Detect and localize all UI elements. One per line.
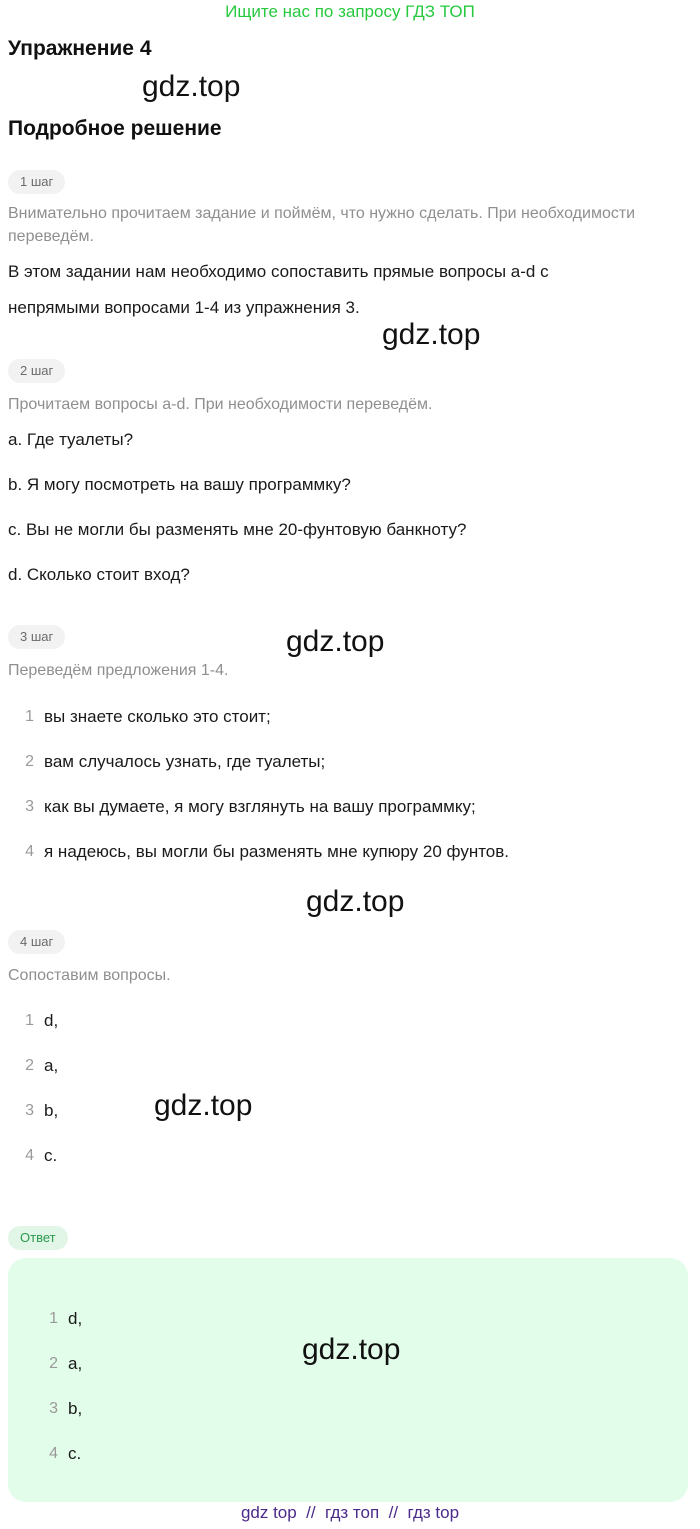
exercise-title: Упражнение 4 xyxy=(8,37,152,60)
list-item: a, xyxy=(44,1056,59,1075)
watermark: gdz.top xyxy=(286,625,385,658)
step-text-line: В этом задании нам необходимо сопоставить прямые вопросы a-d с xyxy=(8,262,549,281)
answer-number: 4 xyxy=(49,1445,58,1462)
answer-number: 3 xyxy=(49,1400,58,1417)
answer-box xyxy=(8,1258,688,1502)
answer-item: d, xyxy=(68,1309,83,1328)
list-number: 2 xyxy=(25,753,34,770)
watermark: gdz.top xyxy=(154,1089,253,1122)
answer-item: b, xyxy=(68,1399,83,1418)
step-hint: Сопоставим вопросы. xyxy=(8,967,171,984)
list-item: я надеюсь, вы могли бы разменять мне купюру 20 фунтов. xyxy=(44,842,510,861)
list-number: 2 xyxy=(25,1057,34,1074)
step-text-line: непрямыми вопросами 1-4 из упражнения 3. xyxy=(8,298,360,317)
answer-item: c. xyxy=(68,1444,82,1463)
step-badge: 3 шаг xyxy=(8,625,65,649)
list-number: 4 xyxy=(25,1147,34,1164)
list-item: вы знаете сколько это стоит; xyxy=(44,707,271,726)
watermark: gdz.top xyxy=(142,70,241,103)
list-item: b, xyxy=(44,1101,59,1120)
step-badge: 4 шаг xyxy=(8,930,65,954)
footer-text[interactable]: gdz top // гдз топ // гдз top xyxy=(240,1503,460,1522)
watermark: gdz.top xyxy=(382,318,481,351)
promo-banner: Ищите нас по запросу ГДЗ ТОП xyxy=(225,2,475,21)
step-badge: 1 шаг xyxy=(8,170,65,194)
list-number: 3 xyxy=(25,1102,34,1119)
list-number: 4 xyxy=(25,843,34,860)
list-item: как вы думаете, я могу взглянуть на вашу программку; xyxy=(44,797,476,816)
question-line: c. Вы не могли бы разменять мне 20-фунтовую банкноту? xyxy=(8,520,467,539)
list-item: вам случалось узнать, где туалеты; xyxy=(44,752,326,771)
list-number: 3 xyxy=(25,798,34,815)
question-line: d. Сколько стоит вход? xyxy=(8,565,190,584)
step-hint: Внимательно прочитаем задание и поймём, что нужно сделать. При необходимости переведём. xyxy=(8,205,636,245)
list-item: c. xyxy=(44,1146,58,1165)
answer-number: 2 xyxy=(49,1355,58,1372)
question-line: b. Я могу посмотреть на вашу программку? xyxy=(8,475,351,494)
list-item: d, xyxy=(44,1011,59,1030)
question-line: a. Где туалеты? xyxy=(8,430,134,449)
answer-badge: Ответ xyxy=(8,1226,68,1250)
answer-item: a, xyxy=(68,1354,83,1373)
watermark: gdz.top xyxy=(306,885,405,918)
list-number: 1 xyxy=(25,708,34,725)
answer-number: 1 xyxy=(49,1310,58,1327)
footer-links xyxy=(0,1503,700,1523)
step-badge: 2 шаг xyxy=(8,359,65,383)
step-hint: Переведём предложения 1-4. xyxy=(8,662,229,679)
solution-title: Подробное решение xyxy=(8,117,222,140)
list-number: 1 xyxy=(25,1012,34,1029)
watermark: gdz.top xyxy=(302,1333,401,1366)
step-hint: Прочитаем вопросы a-d. При необходимости переведём. xyxy=(8,396,433,413)
